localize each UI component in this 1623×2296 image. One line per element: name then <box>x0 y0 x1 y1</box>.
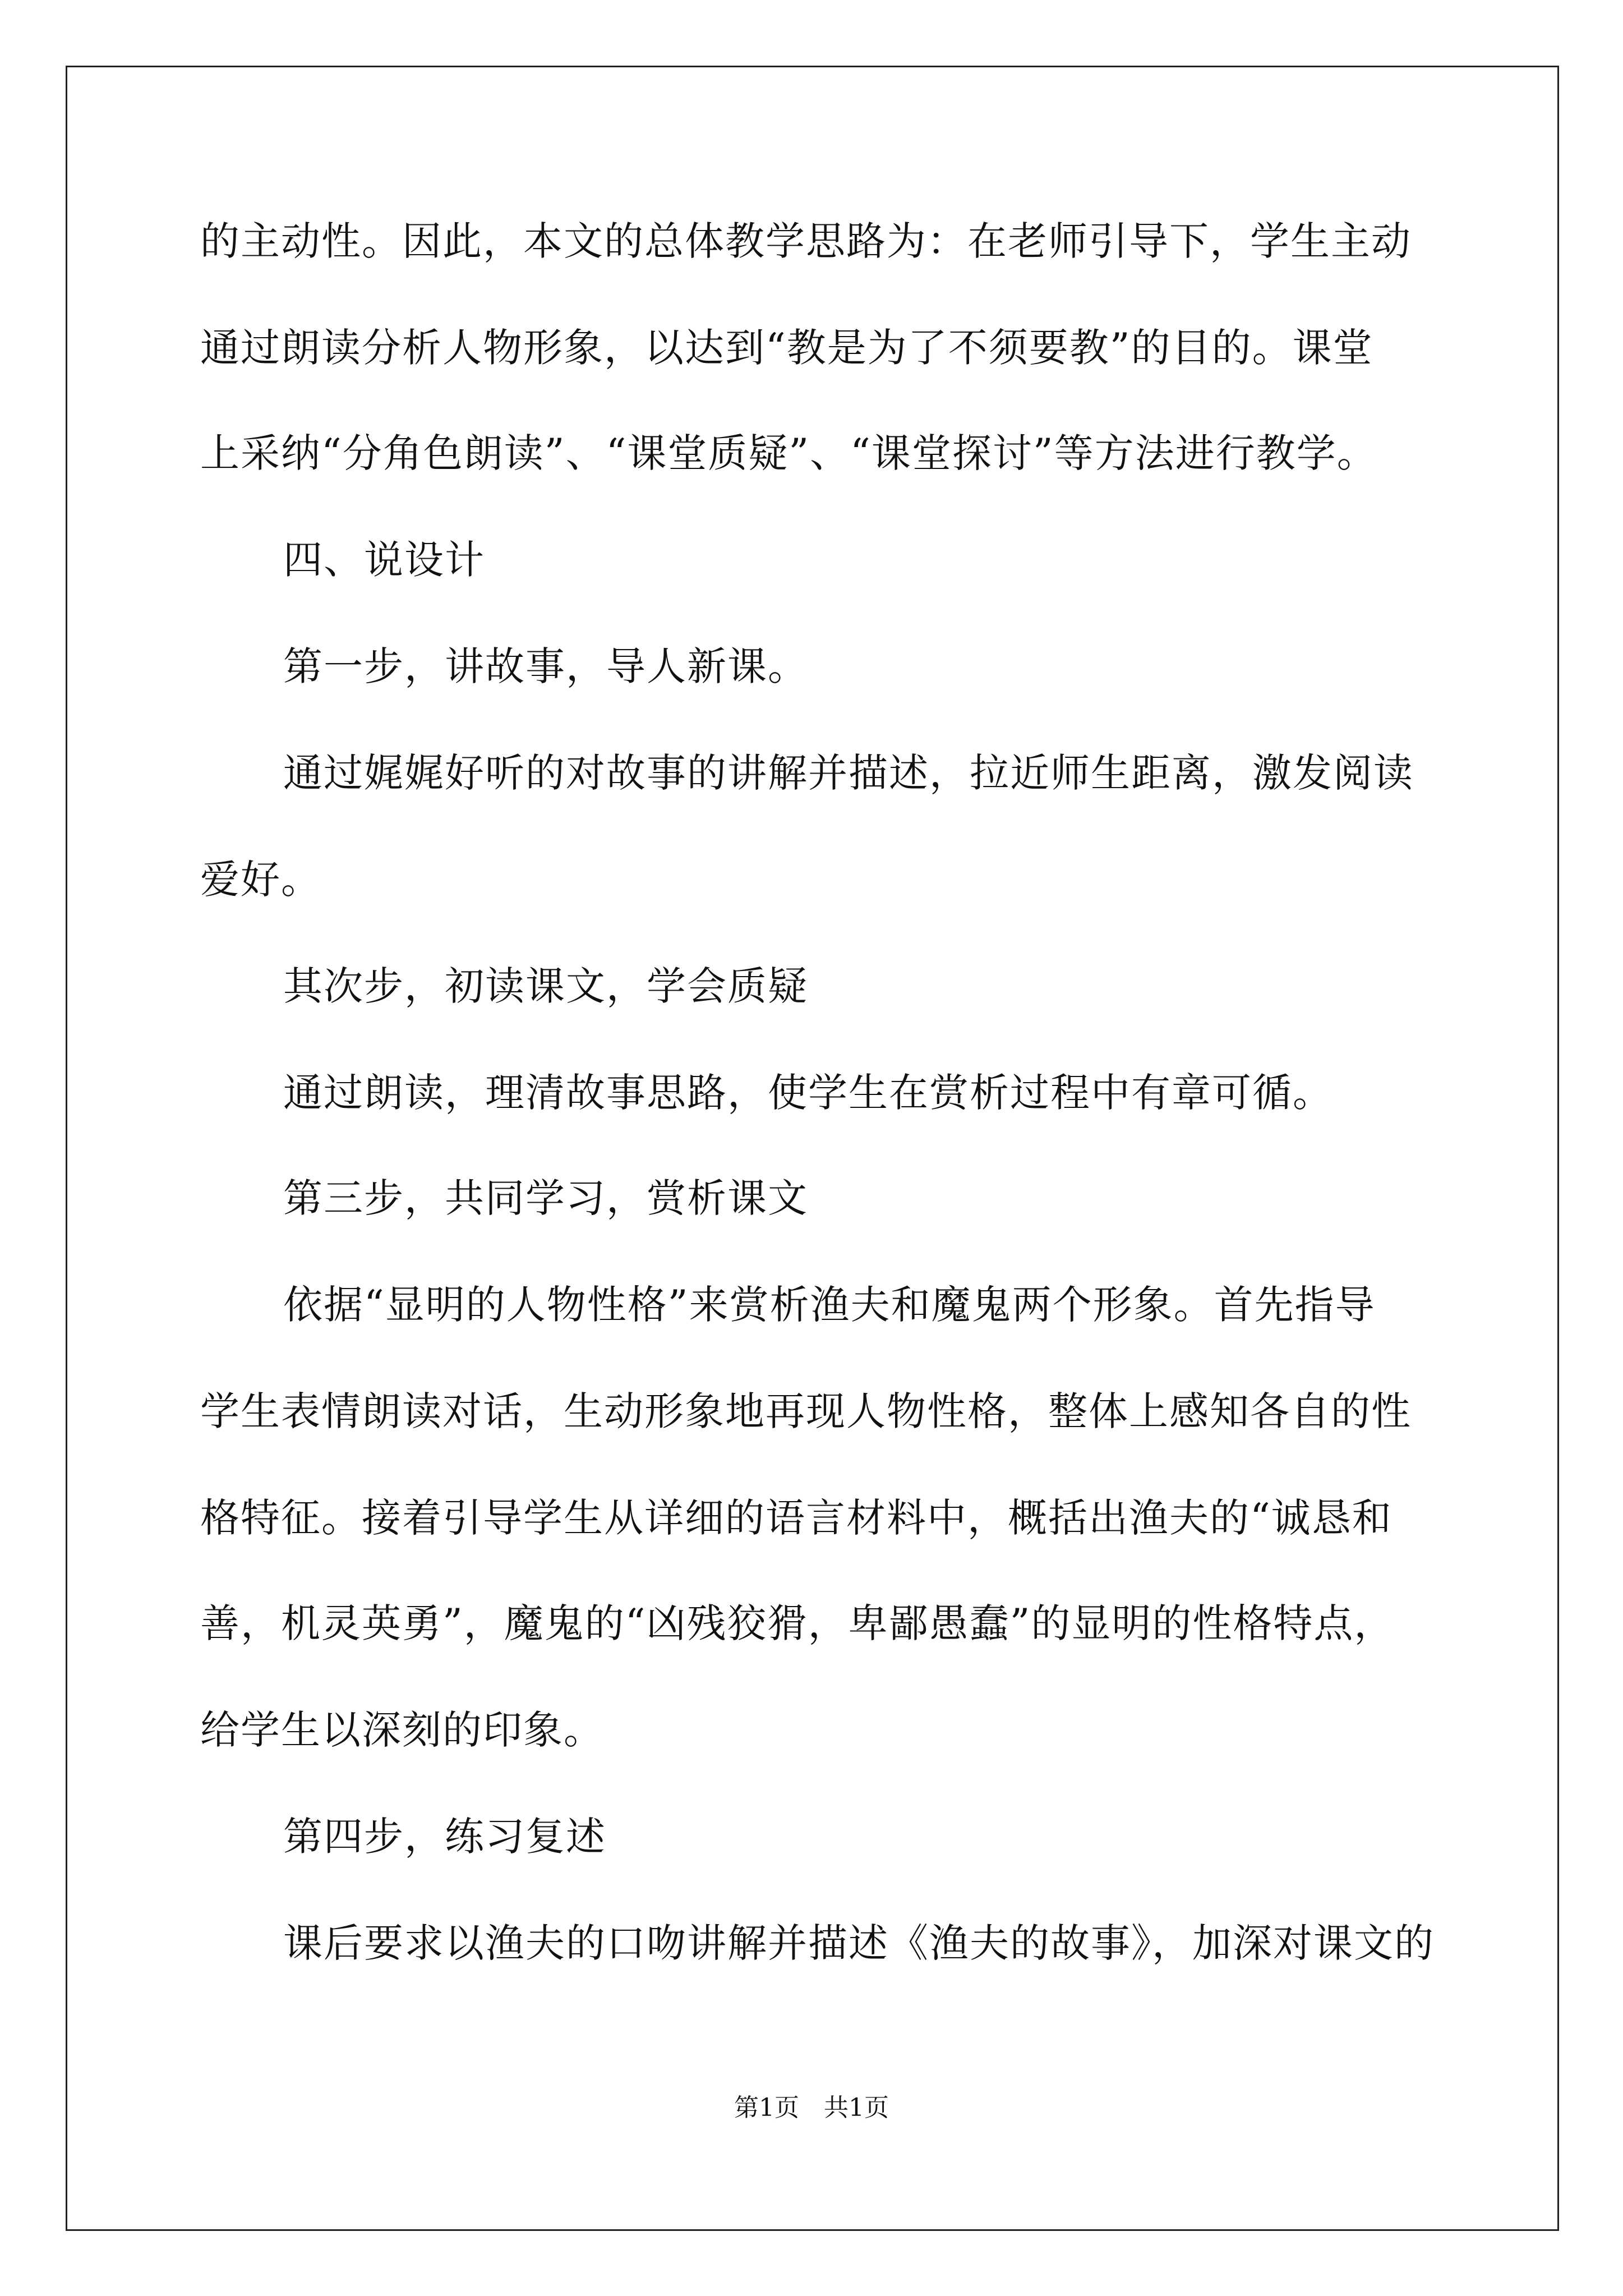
text-line: 依据“显明的人物性格”来赏析渔夫和魔鬼两个形象。首先指导 <box>283 1282 1376 1328</box>
text-line: 格特征。接着引导学生从详细的语言材料中，概括出渔夫的“诚恳和 <box>200 1495 1393 1541</box>
text-line: 上采纳“分角色朗读”、“课堂质疑”、“课堂探讨”等方法进行教学。 <box>200 430 1377 476</box>
step-heading: 第四步，练习复述 <box>283 1814 606 1860</box>
text-line: 善，机灵英勇”，魔鬼的“凶残狡猾，卑鄙愚蠢”的显明的性格特点， <box>200 1600 1395 1646</box>
text-line: 的主动性。因此，本文的总体教学思路为：在老师引导下，学生主动 <box>200 218 1412 264</box>
section-heading: 四、说设计 <box>283 537 485 583</box>
step-heading: 第三步，共同学习，赏析课文 <box>283 1175 808 1221</box>
text-line: 通过娓娓好听的对故事的讲解并描述，拉近师生距离，激发阅读 <box>283 750 1414 796</box>
step-heading: 第一步，讲故事，导人新课。 <box>283 643 808 689</box>
text-line: 通过朗读分析人物形象，以达到“教是为了不须要教”的目的。课堂 <box>200 325 1373 371</box>
text-line: 爱好。 <box>200 857 321 903</box>
page-border <box>66 66 1559 2231</box>
text-line: 通过朗读，理清故事思路，使学生在赏析过程中有章可循。 <box>283 1070 1333 1116</box>
text-line: 给学生以深刻的印象。 <box>200 1707 604 1753</box>
text-line: 学生表情朗读对话，生动形象地再现人物性格，整体上感知各自的性 <box>200 1388 1412 1434</box>
text-line: 课后要求以渔夫的口吻讲解并描述《渔夫的故事》，加深对课文的 <box>283 1920 1435 1966</box>
page-number-footer: 第1页 共1页 <box>734 2093 889 2122</box>
step-heading: 其次步，初读课文，学会质疑 <box>283 963 808 1009</box>
